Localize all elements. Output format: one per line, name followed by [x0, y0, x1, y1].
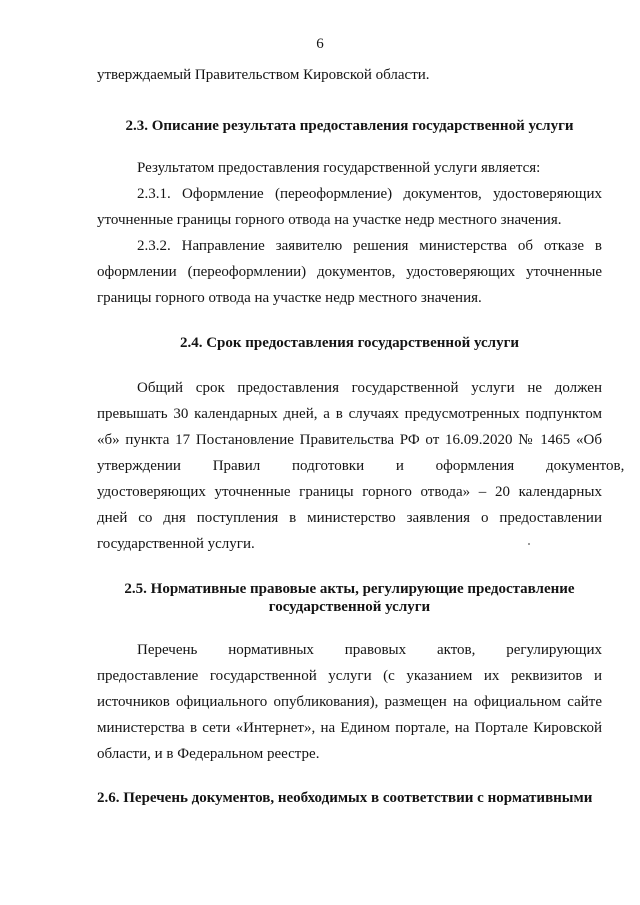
section-2-4-line-2: превышать 30 календарных дней, а в случаях предусмотренных подпунктом: [97, 406, 602, 422]
section-2-4-line-7: государственной услуги.: [97, 536, 255, 552]
section-2-4-line-3: «б» пункта 17 Постановление Правительства РФ от 16.09.2020 № 1465 «Об: [97, 432, 602, 448]
section-2-5-line-2: предоставление государственной услуги (с указанием их реквизитов и: [97, 668, 602, 684]
section-2-3-line-4: 2.3.2. Направление заявителю решения министерства об отказе в: [137, 238, 602, 254]
section-2-3-line-6: границы горного отвода на участке недр местного значения.: [97, 290, 482, 306]
section-2-5-heading-line-1: 2.5. Нормативные правовые акты, регулирующие предоставление: [124, 581, 575, 597]
section-2-3-heading: 2.3. Описание результата предоставления государственной услуги: [125, 118, 574, 134]
intro-tail-line: утверждаемый Правительством Кировской области.: [97, 67, 430, 83]
section-2-4-heading: 2.4. Срок предоставления государственной услуги: [179, 335, 520, 351]
page-number: 6: [316, 36, 324, 52]
section-2-6-heading: 2.6. Перечень документов, необходимых в соответствии с нормативными: [97, 790, 593, 806]
section-2-5-line-5: области, и в Федеральном реестре.: [97, 746, 320, 762]
scan-speck: [528, 543, 530, 545]
section-2-3-line-5: оформлении (переоформлении) документов, удостоверяющих уточненные: [97, 264, 602, 280]
section-2-3-line-3: уточненные границы горного отвода на участке недр местного значения.: [97, 212, 562, 228]
section-2-5-line-1: Перечень нормативных правовых актов, регулирующих: [137, 642, 602, 658]
section-2-4-line-6: дней со дня поступления в министерство заявления о предоставлении: [97, 510, 602, 526]
section-2-3-line-2: 2.3.1. Оформление (переоформление) документов, удостоверяющих: [137, 186, 602, 202]
section-2-4-line-1: Общий срок предоставления государственной услуги не должен: [137, 380, 602, 396]
section-2-4-line-4: [97, 457, 625, 475]
section-2-5-heading-line-2: государственной услуги: [268, 599, 431, 615]
section-2-3-line-1: Результатом предоставления государственной услуги является:: [137, 160, 541, 176]
section-2-5-line-3: источников официального опубликования), размещен на официальном сайте: [97, 694, 602, 710]
section-2-4-line-4-text: утверждении Правил подготовки и оформления документов,: [97, 458, 625, 474]
section-2-4-line-5: удостоверяющих уточненные границы горного отвода» – 20 календарных: [97, 484, 602, 500]
section-2-5-line-4: министерства в сети «Интернет», на Едином портале, на Портале Кировской: [97, 720, 602, 736]
